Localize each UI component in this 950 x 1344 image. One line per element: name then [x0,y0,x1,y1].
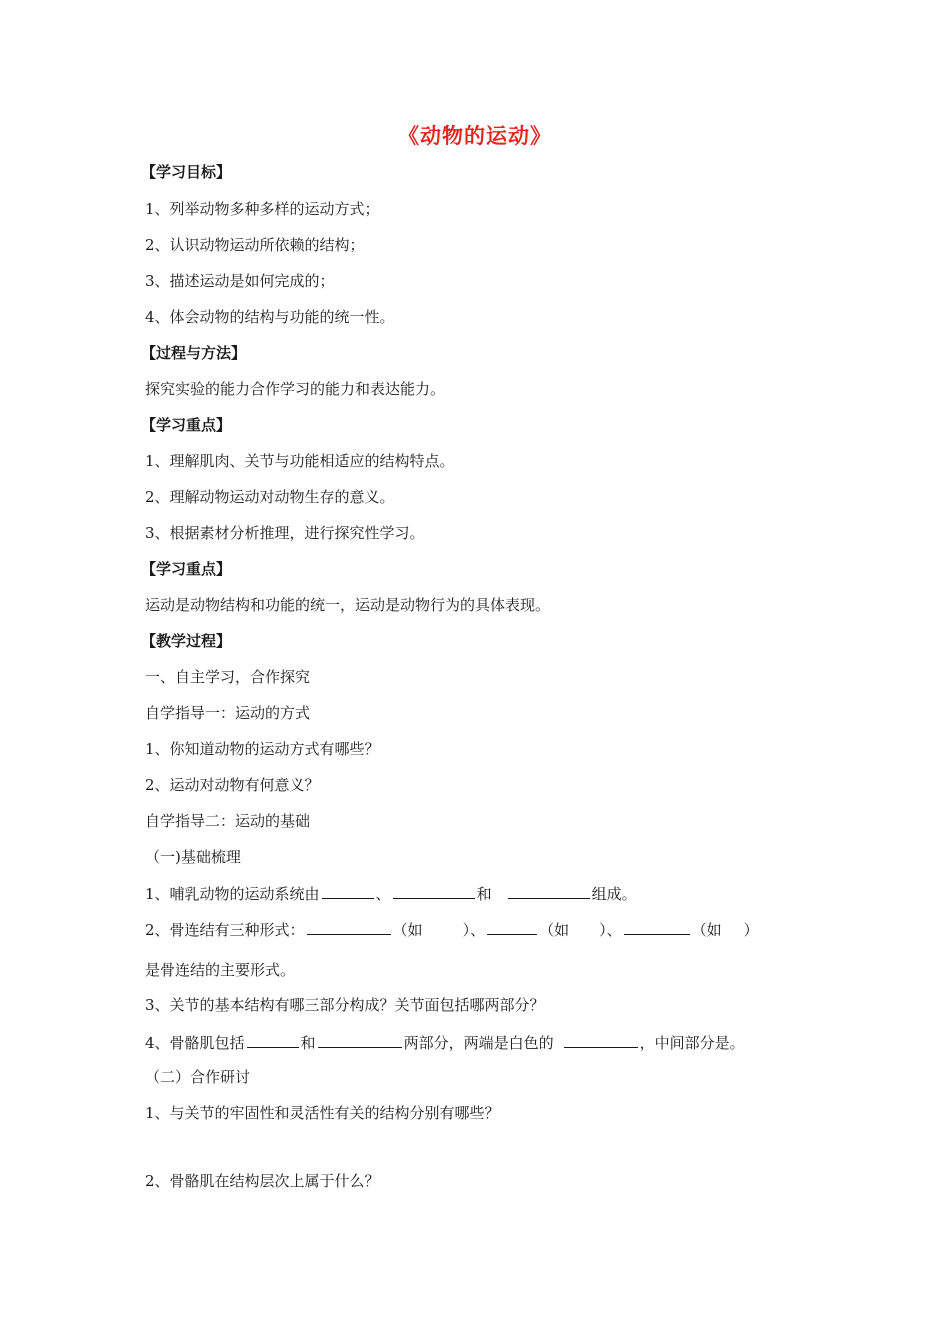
section-heading-teaching-process: 【教学过程】 [141,632,232,650]
question-text: 4、骨骼肌包括 [145,1034,245,1052]
question-text: 两部分，两端是白色的 [403,1034,554,1052]
answer-blank[interactable] [318,1031,402,1048]
question-text: 1、哺乳动物的运动系统由 [145,885,320,903]
section-heading-process-methods: 【过程与方法】 [141,344,247,362]
question-text: 和 [300,1034,316,1052]
question-text: （如 [539,921,570,939]
question: 2、骨骼肌在结构层次上属于什么？ [145,1172,380,1190]
question-text: ）、 [462,921,486,939]
list-item: 4、体会动物的结构与功能的统一性。 [145,308,395,326]
question-text: 和 [476,885,492,903]
question-text: 组成。 [591,885,637,903]
section-heading-key-points-2: 【学习重点】 [141,560,232,578]
question-text: ）、 [599,921,622,939]
list-item: 2、认识动物运动所依赖的结构； [145,236,365,254]
question-text: （如 [691,921,722,939]
guide-heading: 自学指导二：运动的基础 [145,812,311,830]
answer-blank[interactable] [564,1031,638,1048]
document-title: 《动物的运动》 [398,124,552,148]
question-text: ，中间部分是。 [639,1034,745,1052]
question-text: ） [743,921,759,939]
list-item: 3、描述运动是如何完成的； [145,272,335,290]
answer-blank[interactable] [624,918,690,935]
list-item: 2、理解动物运动对动物生存的意义。 [145,488,395,506]
list-item: 1、理解肌肉、关节与功能相适应的结构特点。 [145,452,455,470]
list-item: 1、列举动物多种多样的运动方式； [145,200,380,218]
question: 1、你知道动物的运动方式有哪些？ [145,740,380,758]
answer-blank[interactable] [508,882,590,899]
sub-heading: （二）合作研讨 [145,1068,251,1086]
list-item: 3、根据素材分析推理，进行探究性学习。 [145,524,425,542]
sub-heading: （一)基础梳理 [145,848,241,866]
answer-blank[interactable] [487,918,537,935]
fill-in-question [145,1031,745,1053]
paragraph: 是骨连结的主要形式。 [145,961,296,979]
paragraph: 运动是动物结构和功能的统一，运动是动物行为的具体表现。 [145,596,551,614]
question: 3、关节的基本结构有哪三部分构成？关节面包括哪两部分？ [145,996,545,1014]
guide-heading: 自学指导一：运动的方式 [145,704,311,722]
question: 2、运动对动物有何意义？ [145,776,320,794]
answer-blank[interactable] [307,918,391,935]
part-heading: 一、自主学习，合作探究 [145,668,311,686]
fill-in-question [145,882,637,904]
question: 1、与关节的牢固性和灵活性有关的结构分别有哪些？ [145,1104,500,1122]
section-heading-key-points: 【学习重点】 [141,416,232,434]
answer-blank[interactable] [322,882,374,899]
paragraph: 探究实验的能力合作学习的能力和表达能力。 [145,380,446,398]
answer-blank[interactable] [247,1031,299,1048]
section-heading-learning-goals: 【学习目标】 [141,163,232,181]
question-text: （如 [392,921,423,939]
question-text: 2、骨连结有三种形式： [145,921,305,939]
question-text: 、 [375,885,391,903]
answer-blank[interactable] [393,882,475,899]
fill-in-question [145,918,759,940]
